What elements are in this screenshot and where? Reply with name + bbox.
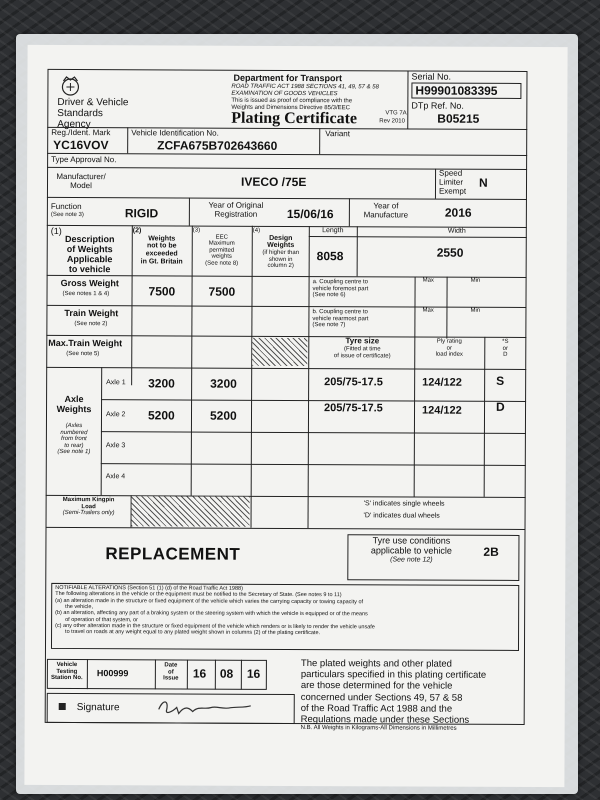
tyre-size-label: Tyre size xyxy=(345,336,380,346)
function-value: RIGID xyxy=(124,206,159,221)
dtp-label: DTp Ref. No. xyxy=(411,100,464,111)
function-label: Function xyxy=(50,201,82,212)
yom-value: 2016 xyxy=(444,205,472,220)
col3-header: (3) EEC Maximum permitted weights (See note 8) xyxy=(192,227,239,267)
reg-date-label: Year of Original Registration xyxy=(208,200,264,219)
date-year: 16 xyxy=(246,666,261,681)
speed-limiter-value: N xyxy=(478,175,488,190)
coupling-a: a. Coupling centre to vehicle foremost part (See note 6) xyxy=(312,279,369,299)
date-month: 08 xyxy=(219,666,234,681)
gross-weight-note: (See notes 1 & 4) xyxy=(62,290,110,298)
axle-2-gb: 5200 xyxy=(147,408,175,423)
signature-label: Signature xyxy=(76,702,120,714)
axle-2-eec: 5200 xyxy=(209,408,237,423)
coupling-a-max: Max xyxy=(422,277,434,284)
tyre-size-note: (Fitted at time of issue of certificate) xyxy=(333,346,391,360)
axle-1-label: Axle 1 xyxy=(106,379,126,387)
axle-1-eec: 3200 xyxy=(210,376,237,391)
tyre-use-label: Tyre use conditions applicable to vehicle (See note 12) xyxy=(370,535,452,564)
kingpin-label: Maximum Kingpin Load (Semi-Trailers only) xyxy=(62,496,115,517)
axle-weights-note: (Axles numbered from front to rear) (See note 1) xyxy=(57,422,91,456)
checkbox-icon xyxy=(59,703,66,710)
coupling-a-min: Min xyxy=(470,277,481,284)
serial-value: H99901083395 xyxy=(415,83,498,98)
axle-3-label: Axle 3 xyxy=(105,442,126,450)
serial-label: Serial No. xyxy=(411,71,452,82)
yom-label: Year of Manufacture xyxy=(363,201,409,220)
agency-name: Driver & Vehicle Standards Agency xyxy=(57,96,129,131)
act-line: ROAD TRAFFIC ACT 1988 SECTIONS 41, 49, 57 & 58 xyxy=(231,83,379,91)
reg-value: YC16VOV xyxy=(53,137,109,153)
gross-weight-eec: 7500 xyxy=(208,284,236,299)
gross-weight-gb: 7500 xyxy=(148,284,176,299)
width-value: 2550 xyxy=(436,245,464,260)
issued-line: This is issued as proof of compliance with the xyxy=(231,97,353,105)
train-weight-note: (See note 2) xyxy=(74,321,108,328)
ply-rating-label: Ply rating or load index xyxy=(435,338,463,358)
station-label: Vehicle Testing Station No. xyxy=(50,661,83,682)
axle-1-gb: 3200 xyxy=(148,376,175,391)
sd-label: *S or D xyxy=(502,338,509,359)
tyre-use-value: 2B xyxy=(483,544,499,559)
train-weight-label: Train Weight xyxy=(64,307,119,319)
function-note: (See note 3) xyxy=(50,211,84,219)
form-rev: Rev 2010 xyxy=(379,118,405,125)
form-code: VTG 7A xyxy=(385,110,407,117)
footer-legal-text: The plated weights and other plated particulars specified in this plating certificate are those determined for the vehicle concerned under Sections 49, 57 & 58 of the Road Traffic Act 1988 and the Regulations made under these Sections N.B. All Weights in Kilograms-All Dimensions in Millimetres xyxy=(300,658,487,732)
reg-label: Reg./Ident. Mark xyxy=(51,127,111,138)
department-name: Department for Transport xyxy=(233,72,343,84)
gross-weight-label: Gross Weight xyxy=(60,277,119,289)
axle-2-sd: D xyxy=(496,399,505,414)
single-wheels-note: 'S' indicates single wheels xyxy=(363,500,445,508)
plating-certificate xyxy=(24,45,567,787)
vin-value: ZCFA675B702643660 xyxy=(157,138,278,153)
manufacturer-label: Manufacturer/ Model xyxy=(56,171,106,190)
length-label: Length xyxy=(322,227,344,235)
col1-header: (1) Description of Weights Applicable to vehicle xyxy=(50,225,115,274)
crest-icon xyxy=(57,75,83,97)
axle-4-label: Axle 4 xyxy=(105,473,126,481)
reg-date-value: 15/06/16 xyxy=(286,206,334,222)
type-approval-label: Type Approval No. xyxy=(51,154,117,165)
max-train-weight-label: Max.Train Weight xyxy=(48,337,123,349)
max-train-weight-note: (See note 5) xyxy=(66,350,100,358)
coupling-b: b. Coupling centre to vehicle rearmost part (See note 7) xyxy=(312,309,369,329)
col4-header: (4) Design Weights (if higher than shown in column 2) xyxy=(252,227,300,270)
date-label: Date of Issue xyxy=(163,662,179,682)
act-line-2: EXAMINATION OF GOODS VEHICLES xyxy=(231,90,338,98)
directive-line: Weights and Dimensions Directive 85/3/EEC xyxy=(231,104,350,112)
coupling-b-max: Max xyxy=(422,307,434,314)
axle-1-ply: 124/122 xyxy=(422,376,462,389)
width-label: Width xyxy=(447,227,466,235)
axle-2-tyre: 205/75-17.5 xyxy=(324,402,383,415)
coupling-b-min: Min xyxy=(470,307,481,314)
length-value: 8058 xyxy=(316,249,344,264)
variant-label: Variant xyxy=(325,129,351,139)
col2-header: (2) Weights not to be exceeded in Gt. Britain xyxy=(132,227,183,266)
dual-wheels-note: 'D' indicates dual wheels xyxy=(363,512,440,520)
vin-label: Vehicle Identification No. xyxy=(131,128,219,138)
axle-2-ply: 124/122 xyxy=(421,404,462,417)
dtp-value: B05215 xyxy=(437,111,480,126)
signature-icon xyxy=(155,695,255,719)
notifiable-alterations: NOTIFIABLE ALTERATIONS (Section 51 (1) (d) of the Road Traffic Act 1988) The following alterations in the vehicle or the equipment must be notified to the Secretary of State. (See notes 9 to 11) (a) an alteration made in the structure or fixed equipment of the vehicle which varies the carrying capacity or towing capacity of the vehicle, (b) an alteration, affecting any part of a braking system or the steering system with which the vehicle is equipped or of the means of operation of that system, or (c) any other alteration made in the structure or fixed equipment of the vehicle which renders or is likely to render the vehicle unsafe to travel on roads at any weight equal to any plated weight shown in columns (2) of the plating certificate. xyxy=(55,584,375,637)
hatched-cell xyxy=(252,338,307,366)
axle-2-label: Axle 2 xyxy=(105,411,126,419)
manufacturer-value: IVECO /75E xyxy=(240,174,307,190)
certificate-title: Plating Certificate xyxy=(231,109,358,128)
kingpin-hatched xyxy=(132,496,250,527)
speed-limiter-label: Speed Limiter Exempt xyxy=(438,168,467,196)
station-value: H00999 xyxy=(96,668,129,679)
axle-1-sd: S xyxy=(496,373,505,388)
date-day: 16 xyxy=(192,666,207,681)
axle-weights-label: Axle Weights xyxy=(56,393,92,414)
axle-1-tyre: 205/75-17.5 xyxy=(324,376,383,389)
replacement-stamp: REPLACEMENT xyxy=(105,544,241,564)
